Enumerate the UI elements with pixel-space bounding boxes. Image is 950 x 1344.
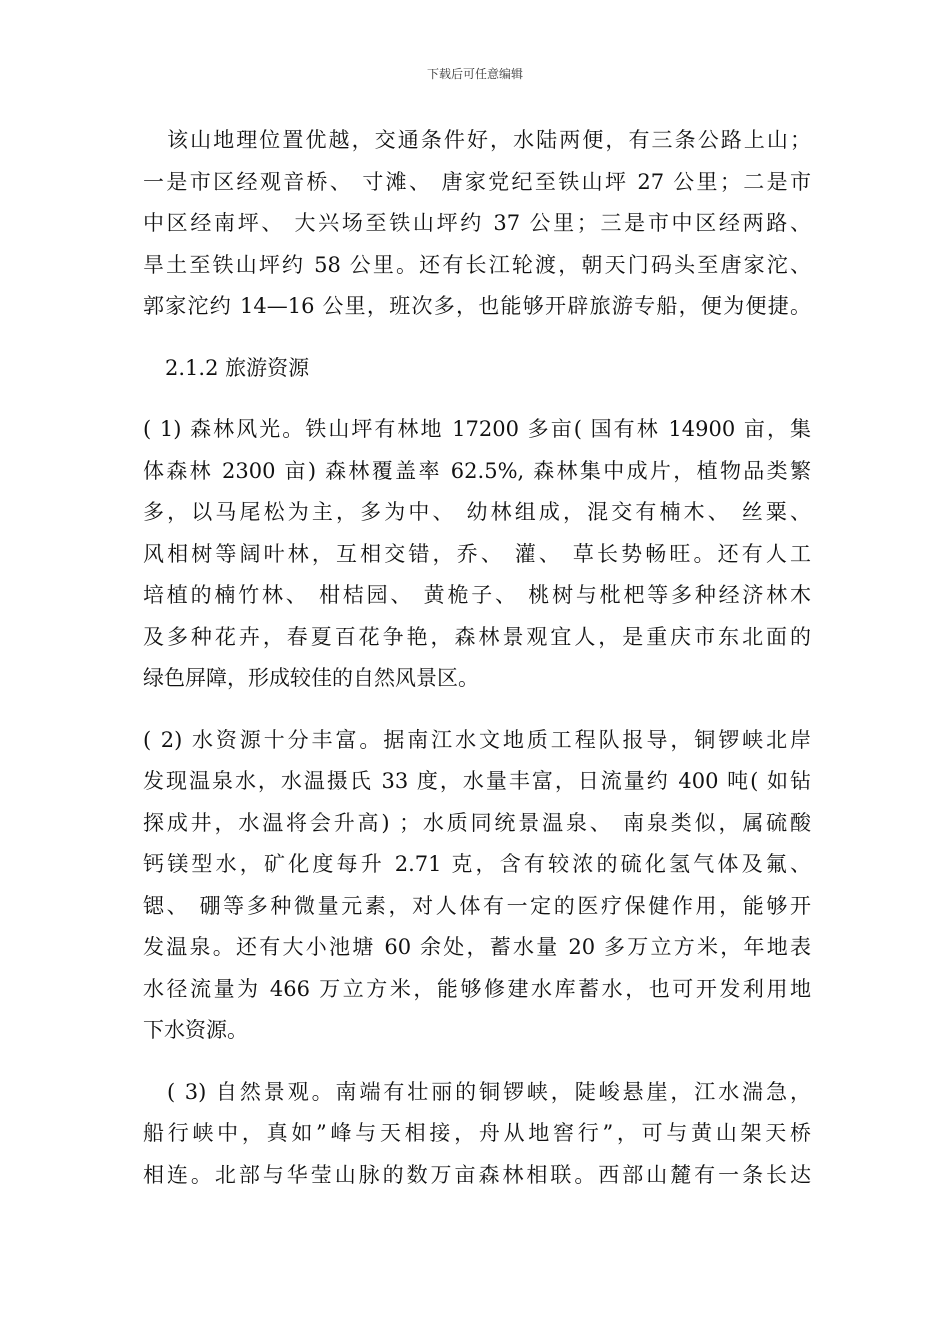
paragraph-spacer <box>143 328 811 348</box>
text-line: ( 3) 自然景观。南端有壮丽的铜锣峡，陡峻悬崖，江水湍急， <box>167 1079 811 1104</box>
text-line: 体森林 2300 亩) 森林覆盖率 62.5%, 森林集中成片，植物品类繁 <box>143 458 811 483</box>
paragraph-forest <box>143 409 811 700</box>
text-line: 钙镁型水，矿化度每升 2.71 克，含有较浓的硫化氢气体及氟、 <box>143 852 811 876</box>
text-line: 风相树等阔叶林，互相交错，乔、 灌、 草长势畅旺。还有人工 <box>143 541 811 566</box>
text-line: 郭家沱约 14—16 公里，班次多，也能够开辟旅游专船，便为便捷。 <box>143 294 811 318</box>
text-line: 锶、 硼等多种微量元素，对人体有一定的医疗保健作用，能够开 <box>143 893 811 918</box>
paragraph-landscape <box>143 1072 811 1197</box>
text-line: 相连。北部与华莹山脉的数万亩森林相联。西部山麓有一条长达 <box>143 1162 811 1187</box>
text-line: 发现温泉水，水温摄氏 33 度，水量丰富，日流量约 400 吨( 如钻 <box>143 769 811 793</box>
text-line: 多，以马尾松为主，多为中、 幼林组成，混交有楠木、 丝粟、 <box>143 500 811 524</box>
text-line: 中区经南坪、 大兴场至铁山坪约 37 公里；三是市中区经两路、 <box>143 211 811 235</box>
text-line: ( 1) 森林风光。铁山坪有林地 17200 多亩( 国有林 14900 亩，集 <box>143 417 811 441</box>
text-line: ( 2) 水资源十分丰富。据南江水文地质工程队报导，铜锣峡北岸 <box>143 727 811 752</box>
text-line: 水径流量为 466 万立方米，能够修建水库蓄水，也可开发利用地 <box>143 976 811 1001</box>
text-line: 下水资源。 <box>143 1018 248 1042</box>
text-line: 培植的楠竹林、 柑桔园、 黄桅子、 桃树与枇杷等多种经济林木 <box>143 583 811 607</box>
text-line: 一是市区经观音桥、 寸滩、 唐家党纪至铁山坪 27 公里；二是市 <box>143 169 811 194</box>
text-line: 旱土至铁山坪约 58 公里。还有长江轮渡，朝天门码头至唐家沱、 <box>143 252 811 277</box>
paragraph-spacer <box>143 1052 811 1072</box>
paragraph-spacer <box>143 389 811 409</box>
text-line: 该山地理位置优越，交通条件好，水陆两便，有三条公路上山； <box>167 128 811 152</box>
text-line: 及多种花卉，春夏百花争艳，森林景观宜人，是重庆市东北面的 <box>143 624 811 649</box>
section-heading: 2.1.2 旅游资源 <box>165 355 310 380</box>
text-line: 发温泉。还有大小池塘 60 余处，蓄水量 20 多万立方米，年地表 <box>143 935 811 959</box>
text-line: 探成井，水温将会升高) ；水质同统景温泉、 南泉类似，属硫酸 <box>143 810 811 835</box>
text-line: 船行峡中，真如”峰与天相接，舟从地窖行”，可与黄山架天桥 <box>143 1121 811 1145</box>
paragraph-spacer <box>143 700 811 720</box>
paragraph-transport <box>143 120 811 328</box>
paragraph-water <box>143 720 811 1052</box>
page-header-note: 下载后可任意编辑 <box>426 67 523 81</box>
document-body <box>143 120 811 1196</box>
text-line: 绿色屏障，形成较佳的自然风景区。 <box>143 666 479 690</box>
